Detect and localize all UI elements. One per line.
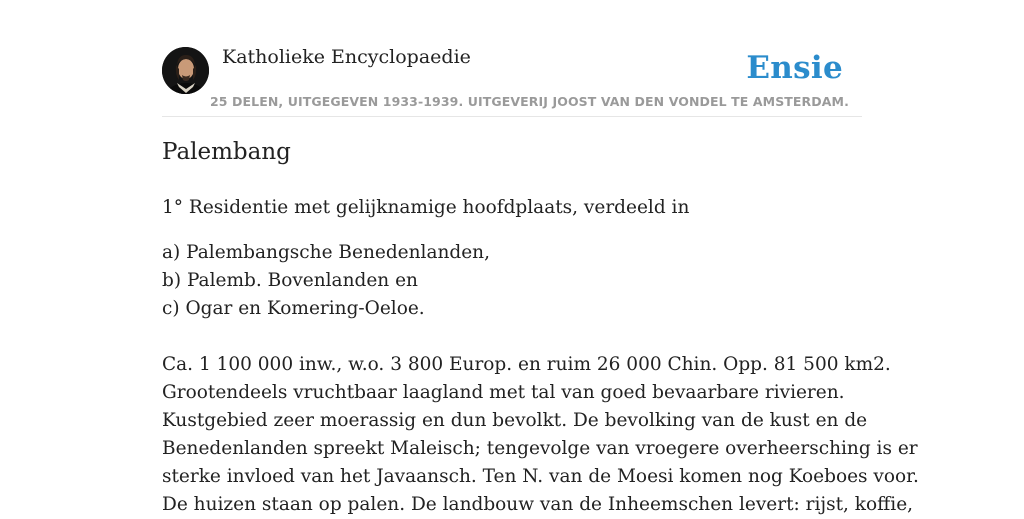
paragraph-line: De huizen staan op palen. De landbouw van de Inheemschen levert: rijst, koffie, [162, 494, 914, 515]
paragraph-line: Grootendeels vruchtbaar laagland met tal van goed bevaarbare rivieren. [162, 382, 845, 403]
article-intro: 1° Residentie met gelijknamige hoofdplaats, verdeeld in [162, 197, 690, 218]
brand-logo-link[interactable]: Ensie [746, 50, 843, 86]
paragraph-line: sterke invloed van het Javaansch. Ten N. van de Moesi komen nog Koeboes voor. [162, 466, 919, 487]
paragraph-line: Ca. 1 100 000 inw., w.o. 3 800 Europ. en ruim 26 000 Chin. Opp. 81 500 km2. [162, 354, 891, 375]
paragraph-line: Kustgebied zeer moerassig en dun bevolkt. De bevolking van de kust en de [162, 410, 868, 431]
page-container [162, 0, 919, 515]
portrait-icon [162, 47, 209, 94]
list-item: b) Palemb. Bovenlanden en [162, 270, 418, 291]
article-paragraph [162, 351, 919, 519]
site-header [162, 0, 862, 117]
subdivision-list [162, 239, 490, 323]
article-title: Palembang [162, 139, 291, 165]
paragraph-line: Benedenlanden spreekt Maleisch; tengevolge van vroegere overheersching is er [162, 438, 918, 459]
list-item: a) Palembangsche Benedenlanden, [162, 242, 490, 263]
site-subtitle: 25 DELEN, UITGEGEVEN 1933-1939. UITGEVERIJ JOOST VAN DEN VONDEL TE AMSTERDAM. [210, 94, 849, 109]
site-title[interactable]: Katholieke Encyclopaedie [222, 46, 471, 68]
list-item: c) Ogar en Komering-Oeloe. [162, 298, 425, 319]
avatar[interactable] [162, 47, 209, 94]
